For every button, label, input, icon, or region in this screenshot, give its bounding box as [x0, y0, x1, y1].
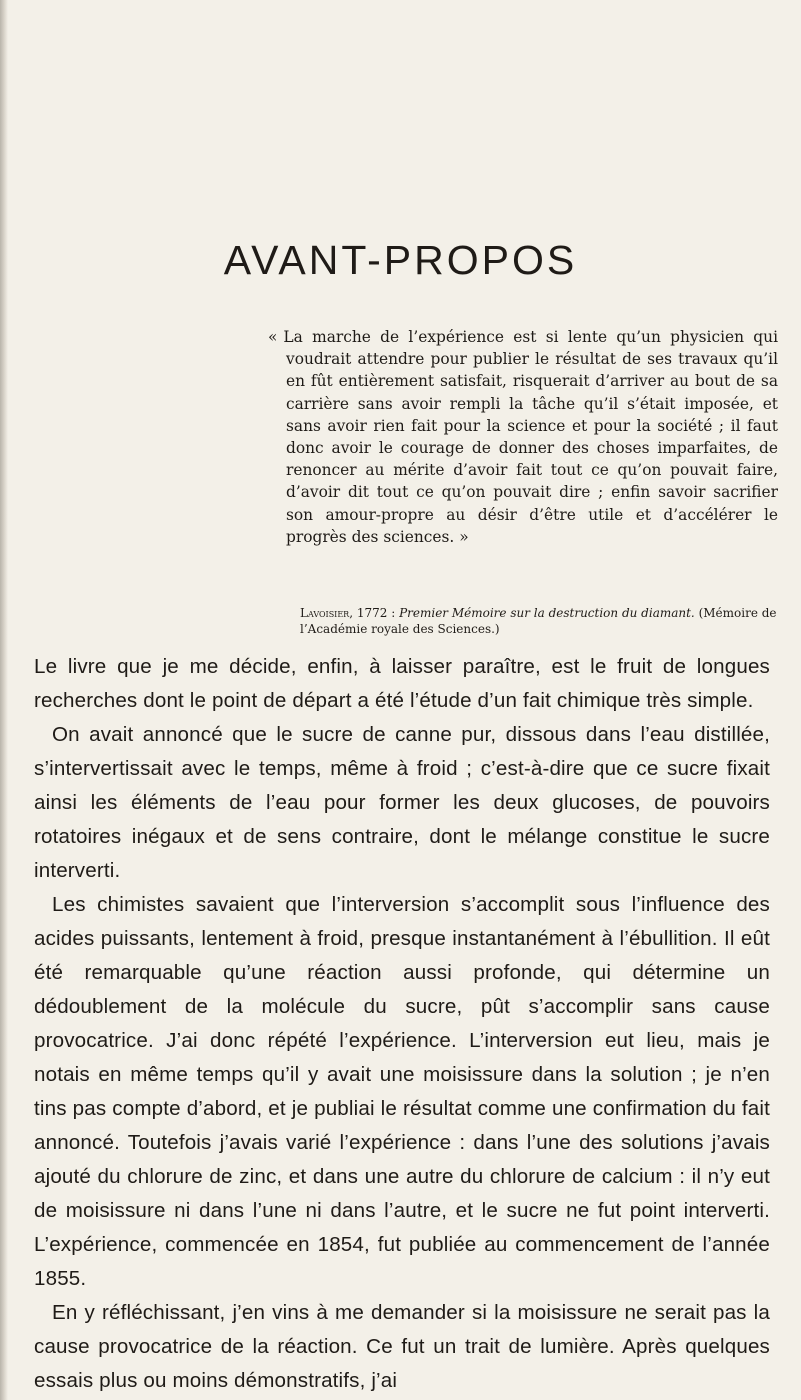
epigraph-paragraph	[268, 326, 778, 548]
body-text	[34, 650, 770, 1398]
body-paragraph: Les chimistes savaient que l’interversion s’accomplit sous l’influence des acides puissants, lentement à froid, presque instantanément à l’ébullition. Il eût été remarquable qu’une réaction aussi profonde, qui détermine un dédoublement de la molécule du sucre, pût s’accomplir sans cause provocatrice. J’ai donc répété l’expérience. L’interversion eut lieu, mais je notais en même temps qu’il y avait une moisissure dans la solution ; je n’en tins pas compte d’abord, et je publiai le résultat comme une confirmation du fait annoncé. Toutefois j’avais varié l’expérience : dans l’une des solutions j’avais ajouté du chlorure de zinc, et dans une autre du chlorure de calcium : il n’y eut de moisissure ni dans l’une ni dans l’autre, et le sucre ne fut point interverti. L’expérience, commencée en 1854, fut publiée au commencement de l’année 1855.	[34, 893, 770, 1290]
epigraph-text: La marche de l’expérience est si lente qu’un physicien qui voudrait attendre pour publier le résultat de ses travaux qu’il en fût entièrement satisfait, risquerait d’arriver au bout de sa carrière sans avoir rempli la tâche qu’il s’était imposée, et sans avoir rien fait pour la science et pour la société ; il faut donc avoir le courage de donner des choses imparfaites, de renoncer au mérite d’avoir fait tout ce qu’on pouvait faire, d’avoir dit tout ce qu’on pouvait dire ; enfin savoir sacrifier son amour-propre au désir d’être utile et d’accélérer le progrès des sciences. »	[283, 328, 778, 546]
page-title: AVANT-PROPOS	[223, 237, 578, 284]
attribution-author: Lavoisier	[300, 606, 350, 620]
opening-quote-mark: «	[268, 328, 278, 346]
epigraph-quote	[268, 326, 778, 548]
body-paragraph: Le livre que je me décide, enfin, à laisser paraître, est le fruit de longues recherches dont le point de départ a été l’étude d’un fait chimique très simple.	[34, 655, 770, 712]
attribution-work: Premier Mémoire sur la destruction du diamant.	[399, 606, 695, 620]
attribution-source: (Mémoire de l’Académie royale des Sciences.)	[300, 606, 777, 636]
body-paragraph: En y réfléchissant, j’en vins à me demander si la moisissure ne serait pas la cause provocatrice de la réaction. Ce fut un trait de lumière. Après quelques essais plus ou moins démonstratifs, j’ai	[34, 1301, 770, 1392]
attribution-year: , 1772 :	[349, 606, 400, 620]
body-paragraph: On avait annoncé que le sucre de canne pur, dissous dans l’eau distillée, s’intervertissait avec le temps, même à froid ; c’est-à-dire que ce sucre fixait ainsi les éléments de l’eau pour former les deux glucoses, de pouvoirs rotatoires inégaux et de sens contraire, dont le mélange constitue le sucre interverti.	[34, 723, 770, 882]
page-gutter-shadow	[0, 0, 8, 1400]
epigraph-attribution	[300, 605, 780, 637]
